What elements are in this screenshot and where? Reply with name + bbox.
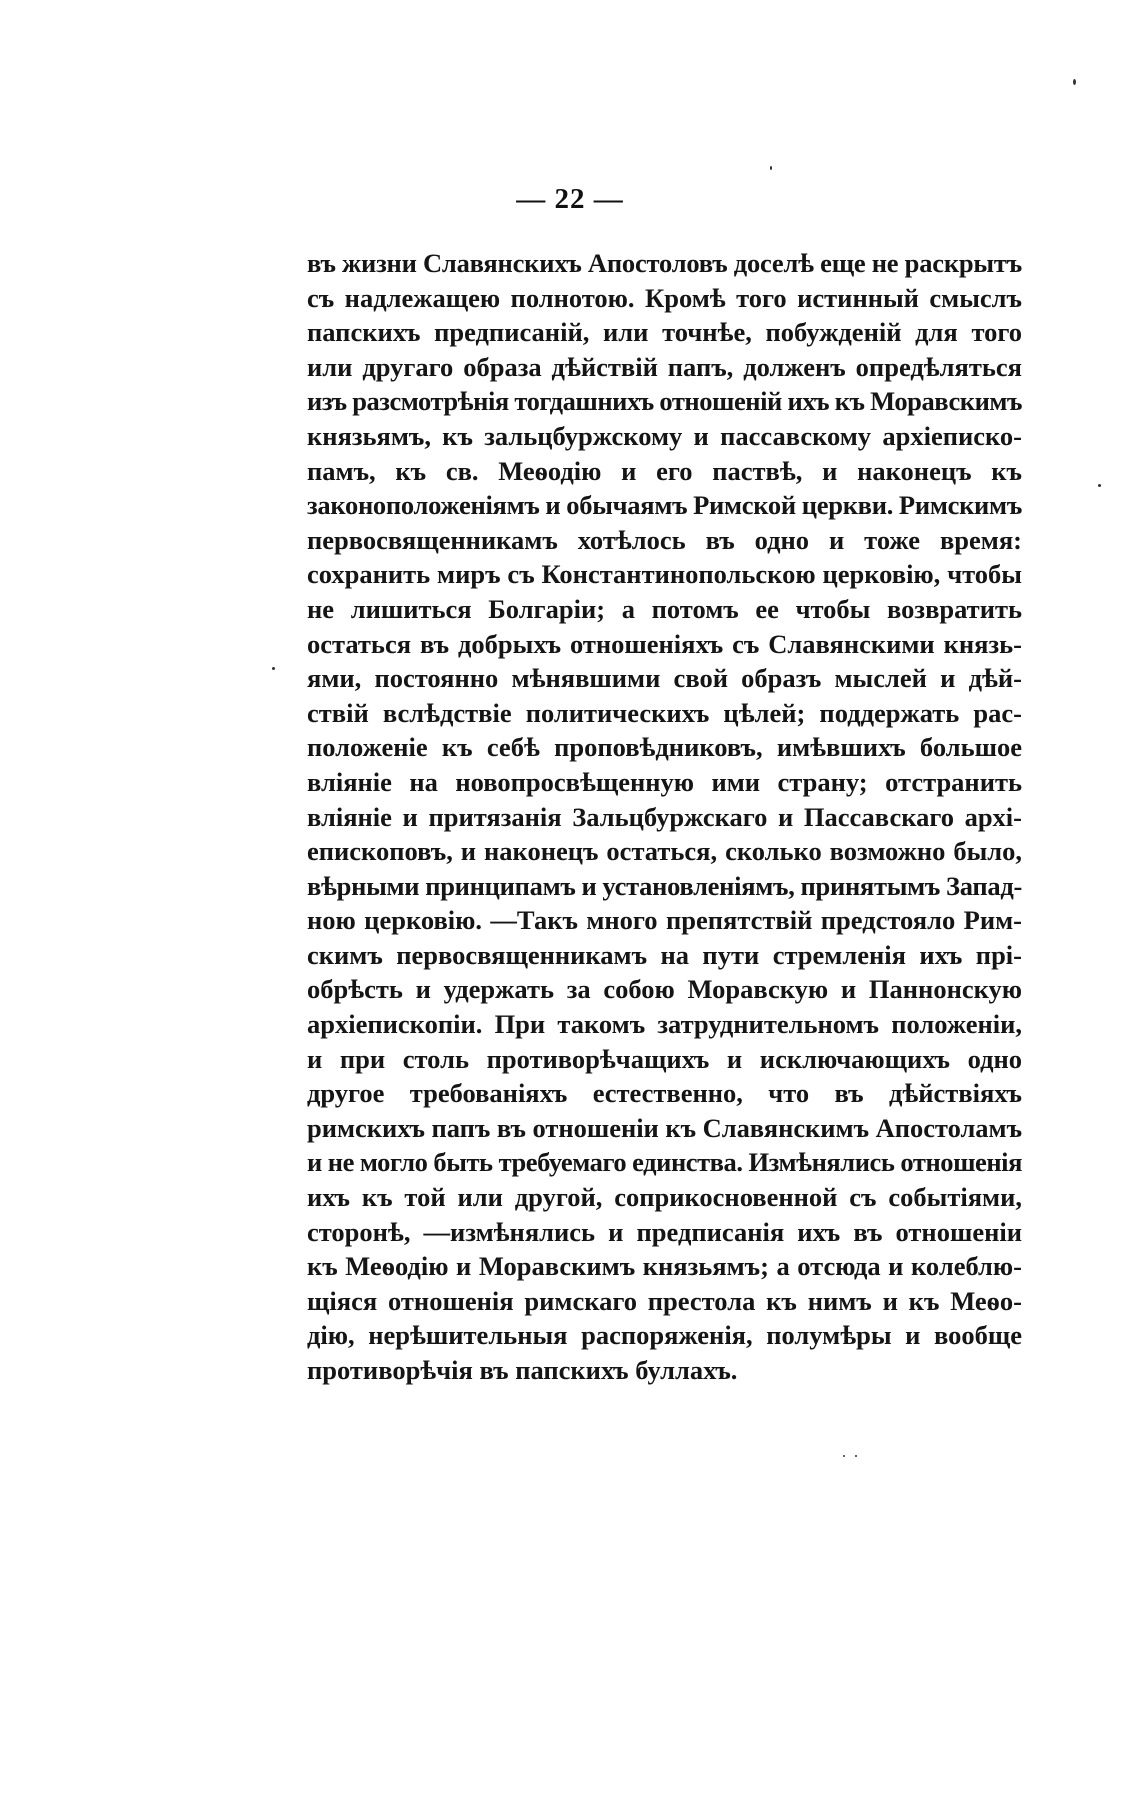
text-line: епископовъ, и наконецъ остаться, сколько возможно было,	[307, 836, 1022, 867]
scan-speck	[1098, 484, 1101, 487]
text-line: римскихъ папъ въ отношеніи къ Славянскимъ Апостоламъ	[307, 1112, 1022, 1143]
text-line: противорѣчія въ папскихъ буллахъ.	[307, 1355, 738, 1385]
text-line: ями, постоянно мѣнявшими свой образъ мыслей и дѣй-	[307, 663, 1022, 694]
text-line: другое требованіяхъ естественно, что въ дѣйствіяхъ	[307, 1078, 1022, 1109]
body-text	[307, 246, 1022, 1388]
text-line: изъ разсмотрѣнія тогдашнихъ отношеній ихъ къ Моравскимъ	[307, 386, 1022, 417]
text-line: памъ, къ св. Меѳодію и его паствѣ, и наконецъ къ	[307, 455, 1022, 486]
text-line: вѣрными принципамъ и установленіямъ, принятымъ Запад-	[307, 870, 1022, 901]
text-line: архіепископіи. При такомъ затруднительномъ положеніи,	[307, 1009, 1022, 1040]
text-line: ихъ къ той или другой, соприкосновенной съ событіями,	[307, 1182, 1022, 1213]
text-line: къ Меѳодію и Моравскимъ князьямъ; а отсюда и колеблю-	[307, 1251, 1022, 1282]
text-line: и при столь противорѣчащихъ и исключающихъ одно	[307, 1043, 1022, 1074]
text-line: въ жизни Славянскихъ Апостоловъ доселѣ еще не раскрытъ	[307, 248, 1022, 278]
text-line: или другаго образа дѣйствій папъ, долженъ опредѣляться	[307, 351, 1022, 382]
text-line: вліяніе на новопросвѣщенную ими страну; отстранить	[307, 766, 1022, 797]
text-line: положеніе къ себѣ проповѣдниковъ, имѣвшихъ большое	[307, 732, 1022, 763]
text-line: щіяся отношенія римскаго престола къ нимъ и къ Меѳо-	[307, 1285, 1022, 1316]
scan-speck	[855, 1455, 857, 1457]
scan-speck	[843, 1455, 845, 1457]
text-line: сохранить миръ съ Константинопольскою церковію, чтобы	[307, 559, 1022, 590]
text-line: князьямъ, къ зальцбуржскому и пассавскому архіеписко-	[307, 420, 1022, 451]
text-line: дію, нерѣшительныя распоряженія, полумѣры и вообще	[307, 1320, 1022, 1351]
page-number: — 22 —	[516, 183, 624, 215]
scan-speck	[272, 667, 275, 670]
scan-speck	[1073, 79, 1076, 85]
scan-speck	[770, 166, 772, 170]
text-line: обрѣсть и удержать за собою Моравскую и Паннонскую	[307, 974, 1022, 1005]
text-line: остаться въ добрыхъ отношеніяхъ съ Славянскими князь-	[307, 628, 1022, 659]
text-line: папскихъ предписаній, или точнѣе, побужденій для того	[307, 317, 1022, 348]
text-line: сторонѣ, —измѣнялись и предписанія ихъ въ отношеніи	[307, 1216, 1022, 1247]
text-line: законоположеніямъ и обычаямъ Римской церкви. Римскимъ	[307, 490, 1022, 521]
text-line: не лишиться Болгаріи; а потомъ ее чтобы возвратить	[307, 593, 1022, 624]
text-line: вліяніе и притязанія Зальцбуржскаго и Пассавскаго архі-	[307, 801, 1022, 832]
text-line: ною церковію. —Такъ много препятствій предстояло Рим-	[307, 905, 1022, 936]
text-line: съ надлежащею полнотою. Кромѣ того истинный смыслъ	[307, 282, 1022, 313]
text-line: ствій вслѣдствіе политическихъ цѣлей; поддержать рас-	[307, 697, 1022, 728]
text-line: первосвященникамъ хотѣлось въ одно и тоже время:	[307, 524, 1022, 555]
text-line: скимъ первосвященникамъ на пути стремленія ихъ прі-	[307, 939, 1022, 970]
text-line: и не могло быть требуемаго единства. Измѣнялись отношенія	[307, 1147, 1022, 1178]
